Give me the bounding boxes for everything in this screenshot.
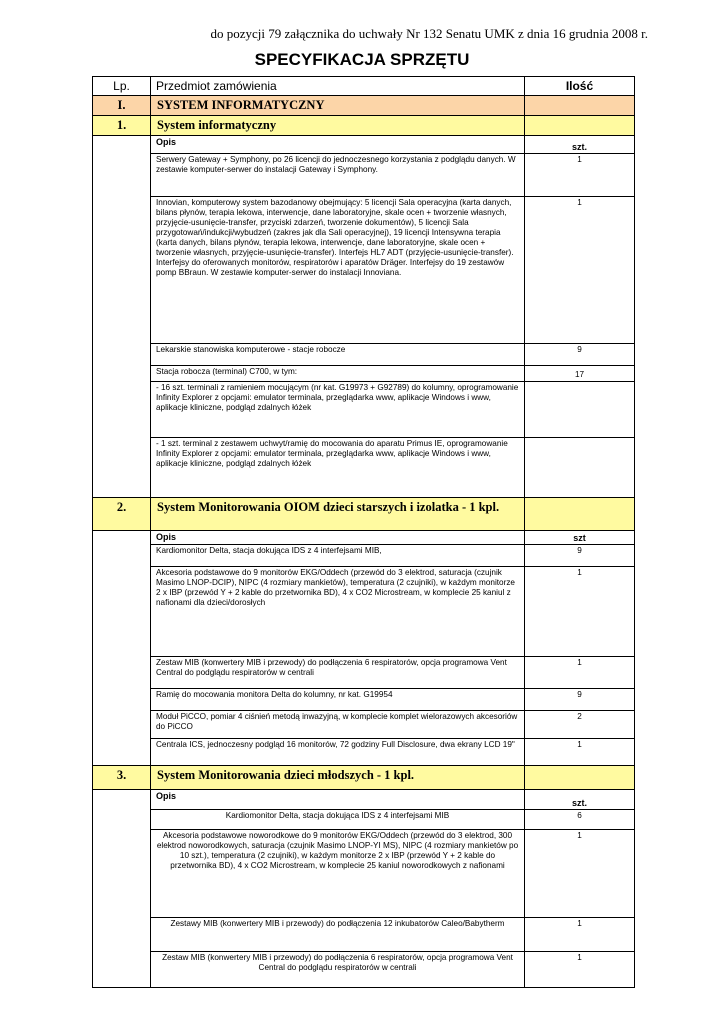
table-row <box>93 711 635 739</box>
section-title: System Monitorowania dzieci młodszych - 1 kpl. <box>151 766 525 790</box>
item-qty: 1 <box>525 952 635 988</box>
unit-label: szt. <box>525 136 635 154</box>
item-qty: 1 <box>525 918 635 952</box>
table-row <box>93 918 635 952</box>
item-qty: 9 <box>525 344 635 366</box>
opis-label: Opis <box>151 790 525 810</box>
section-row <box>93 766 635 790</box>
lp-empty-cell <box>93 531 151 766</box>
section-title: System informatyczny <box>151 116 525 136</box>
table-row <box>93 810 635 830</box>
section-row <box>93 116 635 136</box>
item-qty: 9 <box>525 689 635 711</box>
opis-row <box>93 531 635 545</box>
section-title: System Monitorowania OIOM dzieci starszych i izolatka - 1 kpl. <box>151 498 525 531</box>
item-description: Lekarskie stanowiska komputerowe - stacje robocze <box>151 344 525 366</box>
header-item: Przedmiot zamówienia <box>151 77 525 96</box>
opis-label: Opis <box>151 136 525 154</box>
item-description: Akcesoria podstawowe noworodkowe do 9 monitorów EKG/Oddech (przewód do 3 elektrod, 300 elektrod noworodkowych, saturacja (czujnik Masimo LNOP-YI MS), NIPC (4 rozmiary mankietów po 10 szt.), temperatura (2 czujniki), w każdym monitorze 2 x IBP (przewód Y + 2 kable do przetwornika BD), 4 x CO2 Microstream, w komplecie 25 kaniul noworodkowych z nafionami <box>151 830 525 918</box>
item-qty: 17 <box>525 366 635 382</box>
item-qty: 1 <box>525 197 635 344</box>
table-header-row <box>93 77 635 96</box>
table-row <box>93 154 635 197</box>
unit-label: szt <box>525 531 635 545</box>
item-qty <box>525 438 635 498</box>
item-description: Zestaw MIB (konwertery MIB i przewody) do podłączenia 6 respiratorów, opcja programowa Vent Central do podglądu respiratorów w centrali <box>151 657 525 689</box>
section-lp: 3. <box>93 766 151 790</box>
table-row <box>93 657 635 689</box>
item-qty <box>525 382 635 438</box>
item-description: Moduł PiCCO, pomiar 4 ciśnień metodą inwazyjną, w komplecie komplet wielorazowych akcesoriów do PiCCO <box>151 711 525 739</box>
table-row <box>93 830 635 918</box>
table-row <box>93 382 635 438</box>
item-qty: 1 <box>525 739 635 766</box>
page-title: SPECYFIKACJA SPRZĘTU <box>254 50 470 69</box>
item-description: - 1 szt. terminal z zestawem uchwyt/ramię do mocowania do aparatu Primus IE, oprogramowanie Infinity Explorer z opcjami: emulator terminala, przeglądarka www, aplikacje Windows i www, aplikacje kliniczne, podgląd zdalnych łóżek <box>151 438 525 498</box>
section-qty <box>525 116 635 136</box>
item-description: Innovian, komputerowy system bazodanowy obejmujący: 5 licencji Sala operacyjna (karta danych, bilans płynów, terapia lekowa, interwencje, dane laboratoryjne, skale ocen + tworzenie własnych, przyjęcie-usunięcie-transfer, przyciski zdarzeń, tworzenie dokumentów), 5 licencji Sala przygotowań/indukcji/wybudzeń (zakres jak dla Sali operacyjnej), 19 licencji Intensywna terapia (karta danych, bilans płynów, terapia lekowa, interwencje, dane laboratoryjne, skale ocen + tworzenie własnych, przyjęcie-usunięcie-transfer). Interfejs HL7 ADT (przyjęcie-usunięcie-transfer). Interfejsy do oferowanych monitorów, respiratorów i aparatów Dräger. Interfejsy do 19 zestawów pomp BBraun. W zestawie komputer-serwer do instalacji Innoviana. <box>151 197 525 344</box>
item-qty: 2 <box>525 711 635 739</box>
section-qty <box>525 766 635 790</box>
item-qty: 1 <box>525 154 635 197</box>
item-description: - 16 szt. terminali z ramieniem mocującym (nr kat. G19973 + G92789) do kolumny, oprogramowanie Infinity Explorer z opcjami: emulator terminala, przeglądarka www, aplikacje Windows i www, aplikacje kliniczne, podgląd zdalnych łóżek <box>151 382 525 438</box>
item-qty: 1 <box>525 830 635 918</box>
section-qty <box>525 96 635 116</box>
opis-row <box>93 136 635 154</box>
section-lp: I. <box>93 96 151 116</box>
item-qty: 9 <box>525 545 635 567</box>
header-note: do pozycji 79 załącznika do uchwały Nr 132 Senatu UMK z dnia 16 grudnia 2008 r. <box>210 26 648 41</box>
item-description: Zestaw MIB (konwertery MIB i przewody) do podłączenia 6 respiratorów, opcja programowa Vent Central do podglądu respiratorów w centrali <box>151 952 525 988</box>
item-description: Centrala ICS, jednoczesny podgląd 16 monitorów, 72 godziny Full Disclosure, dwa ekrany LCD 19" <box>151 739 525 766</box>
item-description: Kardiomonitor Delta, stacja dokująca IDS z 4 interfejsami MIB <box>151 810 525 830</box>
item-qty: 1 <box>525 657 635 689</box>
lp-empty-cell <box>93 136 151 498</box>
specification-table <box>92 76 635 988</box>
item-description: Stacja robocza (terminal) C700, w tym: <box>151 366 525 382</box>
table-row <box>93 197 635 344</box>
item-qty: 1 <box>525 567 635 657</box>
section-row <box>93 498 635 531</box>
opis-label: Opis <box>151 531 525 545</box>
item-qty: 6 <box>525 810 635 830</box>
section-lp: 1. <box>93 116 151 136</box>
table-row <box>93 689 635 711</box>
header-lp: Lp. <box>93 77 151 96</box>
opis-row <box>93 790 635 810</box>
table-row <box>93 952 635 988</box>
item-description: Zestawy MIB (konwertery MIB i przewody) do podłączenia 12 inkubatorów Caleo/Babytherm <box>151 918 525 952</box>
table-row <box>93 545 635 567</box>
table-row <box>93 739 635 766</box>
item-description: Serwery Gateway + Symphony, po 26 licencji do jednoczesnego korzystania z podglądu danych. W zestawie komputer-serwer do instalacji Gateway i Symphony. <box>151 154 525 197</box>
table-row <box>93 344 635 366</box>
section-qty <box>525 498 635 531</box>
lp-empty-cell <box>93 790 151 988</box>
unit-label: szt. <box>525 790 635 810</box>
table-row <box>93 438 635 498</box>
header-qty: Ilość <box>525 77 635 96</box>
section-lp: 2. <box>93 498 151 531</box>
item-description: Ramię do mocowania monitora Delta do kolumny, nr kat. G19954 <box>151 689 525 711</box>
item-description: Kardiomonitor Delta, stacja dokująca IDS z 4 interfejsami MIB, <box>151 545 525 567</box>
item-description: Akcesoria podstawowe do 9 monitorów EKG/Oddech (przewód do 3 elektrod, saturacja (czujnik Masimo LNOP-DCIP), NIPC (4 rozmiary mankietów), temperatura (2 czujniki), w każdym monitorze 2 x IBP (przewód Y + 2 kable do przetwornika BD), 4 x CO2 Microstream, w komplecie 25 kaniul z nafionami dla dzieci/dorosłych <box>151 567 525 657</box>
section-row <box>93 96 635 116</box>
table-row <box>93 567 635 657</box>
section-title: SYSTEM INFORMATYCZNY <box>151 96 525 116</box>
table-row <box>93 366 635 382</box>
